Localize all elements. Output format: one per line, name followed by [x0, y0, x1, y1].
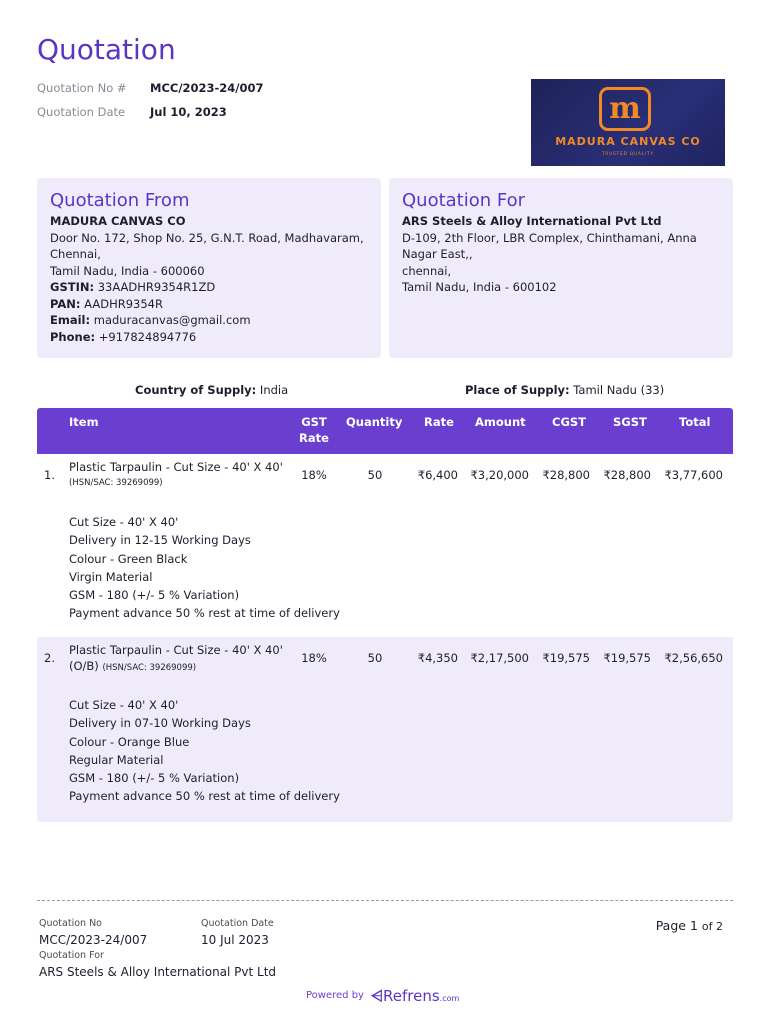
pan-label: PAN:: [50, 296, 81, 311]
email-value: maduracanvas@gmail.com: [93, 313, 251, 327]
row-total: ₹2,56,650: [664, 651, 723, 665]
page-number: 1: [689, 918, 698, 933]
from-address-line: Chennai,: [50, 247, 101, 261]
gstin-label: GSTIN:: [50, 280, 95, 294]
page-indicator: [656, 918, 723, 933]
description-line: Colour - Green Black: [69, 551, 188, 566]
place-of-supply: [465, 383, 664, 397]
footer-quotation-date-label: Quotation Date: [201, 918, 274, 929]
refrens-brand[interactable]: [371, 987, 459, 1005]
country-of-supply-label: Country of Supply:: [135, 383, 257, 397]
place-of-supply-value: Tamil Nadu (33): [573, 383, 665, 397]
header-quantity: Quantity: [346, 415, 403, 429]
row-item: [69, 459, 284, 491]
header-sgst: SGST: [613, 415, 647, 429]
for-address-line: D-109, 2th Floor, LBR Complex, Chinthamani, Anna: [402, 230, 697, 245]
row-number: 1.: [44, 468, 55, 482]
description-line: Payment advance 50 % rest at time of delivery: [69, 789, 340, 804]
row-item: [69, 642, 291, 676]
item-description: [69, 696, 340, 806]
footer-quotation-for-label: Quotation For: [39, 950, 104, 961]
page-label: Page: [655, 918, 686, 933]
quotation-number-value: MCC/2023-24/007: [150, 81, 264, 95]
header-item: Item: [69, 415, 99, 429]
header-total: Total: [679, 415, 711, 429]
quotation-date-value: Jul 10, 2023: [150, 105, 227, 119]
item-name: Plastic Tarpaulin - Cut Size - 40' X 40': [69, 460, 283, 474]
logo-mark-letter: m: [609, 91, 641, 126]
gstin-value: 33AADHR9354R1ZD: [97, 280, 216, 294]
footer-quotation-for: ARS Steels & Alloy International Pvt Ltd: [39, 965, 277, 979]
table-header: [37, 408, 733, 454]
footer-quotation-date: 10 Jul 2023: [201, 933, 269, 947]
header-gst-rate: [294, 414, 334, 446]
refrens-name: Refrens: [383, 987, 440, 1005]
table-row: [37, 454, 733, 637]
from-phone: [50, 329, 368, 346]
for-address-line: Nagar East,,: [402, 247, 473, 261]
quotation-number-row: [37, 81, 264, 95]
from-company: MADURA CANVAS CO: [50, 214, 186, 228]
row-number: 2.: [44, 651, 55, 665]
quotation-from-heading: Quotation From: [50, 190, 190, 211]
row-sgst: ₹28,800: [603, 468, 651, 482]
page-total: of 2: [701, 920, 723, 933]
header-gst-line2: Rate: [299, 431, 329, 445]
item-name: Plastic Tarpaulin - Cut Size - 40' X 40': [69, 643, 283, 657]
row-total: ₹3,77,600: [664, 468, 723, 482]
row-qty: 50: [367, 651, 383, 665]
quotation-number-label: Quotation No #: [37, 81, 127, 95]
from-pan: [50, 296, 368, 313]
row-qty: 50: [367, 468, 383, 482]
logo-tagline: TRUSTED QUALITY: [601, 151, 655, 156]
description-line: Colour - Orange Blue: [69, 734, 190, 749]
for-address-line: Tamil Nadu, India - 600102: [402, 280, 557, 294]
footer-divider: [37, 900, 733, 901]
footer-quotation-no-label: Quotation No: [39, 918, 102, 929]
items-table: [37, 408, 733, 822]
country-of-supply: [135, 383, 288, 397]
description-line: GSM - 180 (+/- 5 % Variation): [69, 771, 240, 786]
from-address-line: Tamil Nadu, India - 600060: [50, 263, 205, 278]
phone-value: +917824894776: [98, 329, 197, 344]
row-amount: ₹2,17,500: [470, 651, 529, 665]
header-rate: Rate: [424, 415, 454, 429]
description-line: Delivery in 12-15 Working Days: [69, 533, 251, 548]
row-rate: ₹6,400: [417, 468, 458, 482]
description-line: Regular Material: [69, 752, 164, 767]
item-hsn: (HSN/SAC: 39269099): [102, 663, 197, 673]
quotation-date-row: [37, 105, 227, 119]
from-gstin: [50, 279, 368, 296]
email-label: Email:: [50, 313, 91, 327]
logo-mark-icon: [599, 87, 651, 131]
row-amount: ₹3,20,000: [470, 468, 529, 482]
footer-quotation-no: MCC/2023-24/007: [39, 933, 148, 947]
country-of-supply-value: India: [259, 383, 289, 397]
description-line: Cut Size - 40' X 40': [69, 698, 179, 712]
for-company: ARS Steels & Alloy International Pvt Ltd: [402, 214, 662, 228]
item-hsn: (HSN/SAC: 39269099): [69, 478, 163, 488]
description-line: Cut Size - 40' X 40': [69, 515, 179, 529]
header-cgst: CGST: [552, 415, 587, 429]
quotation-date-label: Quotation Date: [37, 105, 126, 119]
row-rate: ₹4,350: [417, 651, 458, 665]
description-line: Virgin Material: [69, 569, 153, 584]
from-address-line: Door No. 172, Shop No. 25, G.N.T. Road, Madhavaram,: [50, 230, 364, 245]
place-of-supply-label: Place of Supply:: [465, 383, 570, 397]
row-cgst: ₹28,800: [542, 468, 590, 482]
quotation-for-card: [389, 178, 733, 358]
description-line: Payment advance 50 % rest at time of delivery: [69, 606, 340, 621]
item-name-cont: [69, 658, 291, 676]
phone-label: Phone:: [50, 329, 96, 344]
row-gst: 18%: [301, 651, 327, 665]
row-gst: 18%: [301, 468, 327, 482]
quotation-for-heading: Quotation For: [402, 190, 526, 211]
row-cgst: ₹19,575: [542, 651, 590, 665]
logo-name: MADURA CANVAS CO: [555, 135, 701, 148]
document-title: Quotation: [37, 33, 176, 66]
refrens-suffix: .com: [439, 994, 460, 1003]
description-line: Delivery in 07-10 Working Days: [69, 716, 251, 731]
quotation-from-card: [37, 178, 381, 358]
item-name-line2: (O/B): [69, 659, 99, 673]
item-description: [69, 513, 340, 623]
header-amount: Amount: [475, 415, 526, 429]
row-sgst: ₹19,575: [603, 651, 651, 665]
table-row: [37, 637, 733, 822]
pan-value: AADHR9354R: [84, 296, 163, 311]
for-address-line: chennai,: [402, 263, 452, 278]
refrens-logo-icon: ⩤: [371, 987, 384, 1005]
description-line: GSM - 180 (+/- 5 % Variation): [69, 588, 240, 603]
from-email: [50, 312, 368, 329]
header-gst-line1: GST: [301, 415, 327, 429]
company-logo: [531, 79, 725, 166]
powered-by-label: Powered by: [306, 990, 364, 1001]
